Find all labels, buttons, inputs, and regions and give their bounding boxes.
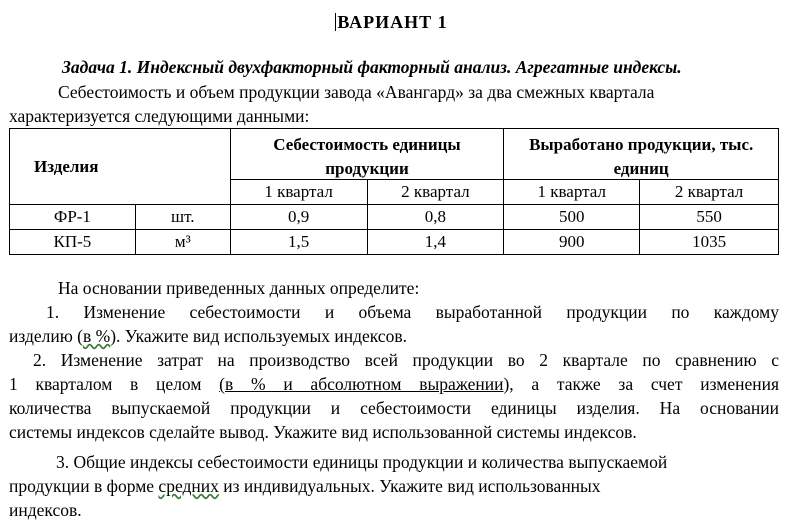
q2-text-underlined: (в % и абсолютном выражении: [219, 374, 504, 394]
header-cost: [230, 129, 504, 180]
determine-text: На основании приведенных данных определите:: [58, 278, 420, 298]
header-output-q2: 2 квартал: [640, 180, 779, 205]
task-heading: Задача 1. Индексный двухфакторный факторный анализ. Агрегатные индексы.: [62, 57, 682, 77]
header-output-q1: 1 квартал: [504, 180, 640, 205]
question-3-line-2: [9, 474, 779, 498]
cell-unit: шт.: [135, 205, 230, 230]
question-1-line-2: [9, 324, 779, 348]
q3-text-a: продукции в форме: [9, 476, 159, 496]
question-3: [9, 450, 779, 522]
question-1-line-1: 1. Изменение себестоимости и объема выработанной продукции по каждому: [46, 302, 779, 322]
q3-text-b: из индивидуальных. Укажите вид использованных: [218, 476, 601, 496]
question-3-line-1: 3. Общие индексы себестоимости единицы продукции и количества выпускаемой: [56, 452, 668, 472]
cell-cost-q2: 1,4: [367, 230, 504, 255]
cell-cost-q2: 0,8: [367, 205, 504, 230]
title-text: ВАРИАНТ 1: [337, 12, 448, 32]
table-row: [10, 230, 779, 255]
q3-text-underlined: средних: [158, 476, 219, 496]
q2-text-b: ), а также за счет изменения: [503, 374, 779, 394]
header-cost-q2: 2 квартал: [367, 180, 504, 205]
table-header-row: [10, 129, 779, 180]
header-output: [504, 129, 779, 180]
page-title: [0, 12, 783, 33]
question-2-line-2: [9, 372, 779, 396]
question-2-line-3: количества выпускаемой продукции и себестоимости единицы изделия. На основании: [9, 398, 779, 418]
question-3-line-3: индексов.: [9, 500, 82, 520]
cell-output-q2: 1035: [640, 230, 779, 255]
question-2-line-1: 2. Изменение затрат на производство всей продукции во 2 квартале по сравнению с: [33, 350, 779, 370]
q1-text-underlined: в %: [83, 326, 111, 346]
header-output-text: Выработано продукции, тыс. единиц: [529, 135, 754, 178]
cell-name: КП-5: [10, 230, 136, 255]
cell-cost-q1: 1,5: [230, 230, 367, 255]
data-table: [9, 128, 779, 255]
question-1: [9, 300, 779, 348]
header-cost-text: Себестоимость единицы продукции: [273, 135, 461, 178]
header-cost-q1: 1 квартал: [230, 180, 367, 205]
intro-line-1: Себестоимость и объем продукции завода «Авангард» за два смежных квартала: [58, 82, 655, 102]
cell-output-q1: 500: [504, 205, 640, 230]
header-product: Изделия: [10, 129, 231, 205]
cell-name: ФР-1: [10, 205, 136, 230]
cell-cost-q1: 0,9: [230, 205, 367, 230]
question-2-line-4: системы индексов сделайте вывод. Укажите вид использованной системы индексов.: [9, 422, 637, 442]
q1-text-b: ). Укажите вид используемых индексов.: [110, 326, 407, 346]
cell-unit: м³: [135, 230, 230, 255]
table-row: [10, 205, 779, 230]
cell-output-q1: 900: [504, 230, 640, 255]
intro-line-2: характеризуется следующими данными:: [9, 106, 310, 126]
q2-text-a: 1 кварталом в целом: [9, 374, 220, 394]
question-2: [9, 348, 779, 444]
q1-text-a: изделию (: [9, 326, 84, 346]
cell-output-q2: 550: [640, 205, 779, 230]
